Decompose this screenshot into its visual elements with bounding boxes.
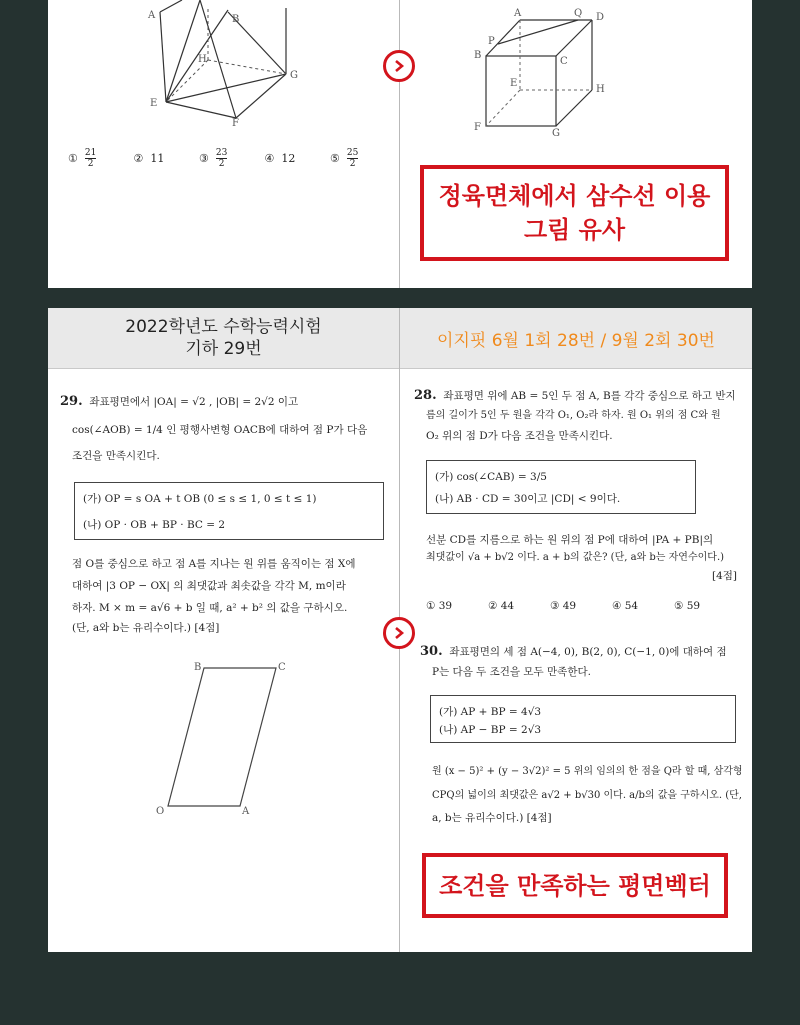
q30-body-2: CPQ의 넓이의 최댓값은 a√2 + b√30 이다. a/b의 값을 구하시오. (단,	[432, 790, 742, 801]
q29-body-1: 점 O를 중심으로 하고 점 A를 지나는 원 위를 움직이는 점 X에	[72, 558, 356, 570]
q28-choice-4: ④ 54	[612, 600, 639, 612]
q28-line2: 름의 길이가 5인 두 원을 각각 O₁, O₂라 하자. 원 O₁ 위의 점 C와 원	[426, 410, 721, 421]
q29-body-2: 대하여 |3 OP − OX| 의 최댓값과 최솟값을 각각 M, m이라	[72, 580, 346, 592]
label-B: B	[474, 50, 482, 61]
q28-choice-2: ② 44	[488, 600, 515, 612]
callout-line-2: 그림 유사	[523, 216, 626, 244]
label-F: F	[474, 122, 481, 133]
answer-choices	[68, 148, 392, 169]
q28-choice-3: ③ 49	[550, 600, 577, 612]
panel-divider	[399, 0, 400, 288]
q29-number: 29.	[60, 394, 83, 409]
q30-condition-box	[430, 695, 736, 743]
label-H: H	[198, 54, 207, 65]
choice-4: ④ 12	[264, 151, 296, 165]
label-E: E	[150, 98, 158, 109]
label-H: H	[596, 84, 605, 95]
left-prism-figure	[140, 0, 310, 130]
label-A: A	[514, 8, 522, 19]
q30-body-3: a, b는 유리수이다.) [4점]	[432, 812, 552, 824]
header-left-title: 2022학년도 수학능력시험	[125, 317, 322, 337]
label-B: B	[232, 14, 240, 25]
q30-body-1: 원 (x − 5)² + (y − 3√2)² = 5 위의 임의의 한 점을 Q라 할 때, 삼각형	[432, 766, 743, 777]
label-G: G	[552, 128, 560, 139]
q28-body-1: 선분 CD를 지름으로 하는 원 위의 점 P에 대하여 |PA + PB|의	[426, 534, 714, 546]
right-cube-figure	[468, 0, 618, 140]
q28-points: [4점]	[712, 570, 738, 582]
q29-body-4: (단, a와 b는 유리수이다.) [4점]	[72, 622, 220, 634]
choice-2: ② 11	[133, 151, 165, 165]
q28-line3: O₂ 위의 점 D가 다음 조건을 만족시킨다.	[426, 430, 613, 442]
next-arrow-bottom	[383, 617, 415, 649]
q28-condition-ga: (가) cos(∠CAB) = 3/5	[435, 471, 547, 483]
callout-box-top	[420, 165, 729, 261]
q29-condition-ga: (가) OP = s OA + t OB (0 ≤ s ≤ 1, 0 ≤ t ≤ 1)	[83, 493, 317, 505]
q29-condition-na: (나) OP · OB + BP · BC = 2	[83, 519, 226, 531]
label-A: A	[242, 806, 250, 817]
q30-condition-ga: (가) AP + BP = 4√3	[439, 706, 542, 718]
header-left	[48, 308, 399, 369]
chevron-right-icon	[392, 626, 406, 640]
q30-number: 30.	[420, 644, 443, 659]
label-Q: Q	[574, 8, 583, 19]
bottom-comparison-panel	[48, 308, 752, 952]
choice-3: ③ $\frac{23}{2}$	[199, 148, 228, 169]
label-P: P	[488, 36, 495, 47]
label-B: B	[194, 662, 202, 673]
callout-box-bottom	[422, 853, 728, 918]
q29-body-3: 하자. M × m = a√6 + b 일 때, a² + b² 의 값을 구하시오.	[72, 602, 348, 614]
next-arrow-top	[383, 50, 415, 82]
q29-line2: cos(∠AOB) = 1/4 인 평행사변형 OACB에 대하여 점 P가 다음	[72, 424, 368, 436]
q30-intro: 30. 좌표평면의 세 점 A(−4, 0), B(2, 0), C(−1, 0)에 대하여 점	[420, 644, 727, 659]
q29-condition-box	[74, 482, 384, 540]
chevron-right-icon	[392, 59, 406, 73]
label-F: F	[232, 118, 239, 129]
choice-5: ⑤ $\frac{25}{2}$	[330, 148, 359, 169]
callout-text: 조건을 만족하는 평면벡터	[439, 871, 711, 900]
top-comparison-panel	[48, 0, 752, 288]
label-C: C	[560, 56, 568, 67]
q28-choices	[426, 598, 736, 614]
label-E: E	[510, 78, 518, 89]
choice-1: ① $\frac{21}{2}$	[68, 148, 97, 169]
q29-line3: 조건을 만족시킨다.	[72, 450, 160, 462]
label-C: C	[278, 662, 286, 673]
q28-intro: 28. 좌표평면 위에 AB = 5인 두 점 A, B를 각각 중심으로 하고 반지	[414, 388, 736, 403]
q28-body-2: 최댓값이 √a + b√2 이다. a + b의 값은? (단, a와 b는 자연수이다.)	[426, 552, 725, 563]
header-left-subtitle: 기하 29번	[185, 339, 262, 359]
header-right-title: 이지핏 6월 1회 28번 / 9월 2회 30번	[437, 330, 715, 351]
q30-condition-na: (나) AP − BP = 2√3	[439, 724, 542, 736]
callout-line-1: 정육면체에서 삼수선 이용	[438, 182, 711, 210]
q28-number: 28.	[414, 388, 437, 403]
header-right	[400, 308, 752, 369]
label-G: G	[290, 70, 298, 81]
label-O: O	[156, 806, 165, 817]
q30-line2: P는 다음 두 조건을 모두 만족한다.	[432, 666, 591, 678]
label-D: D	[596, 12, 605, 23]
q28-choice-1: ① 39	[426, 600, 453, 612]
label-A: A	[148, 10, 156, 21]
q29-intro: 29. 좌표평면에서 |OA| = √2 , |OB| = 2√2 이고	[60, 394, 299, 409]
q28-condition-box	[426, 460, 696, 514]
q28-choice-5: ⑤ 59	[674, 600, 701, 612]
q29-parallelogram-figure	[148, 656, 298, 822]
q28-condition-na: (나) AB · CD = 30이고 |CD| < 9이다.	[435, 493, 621, 505]
